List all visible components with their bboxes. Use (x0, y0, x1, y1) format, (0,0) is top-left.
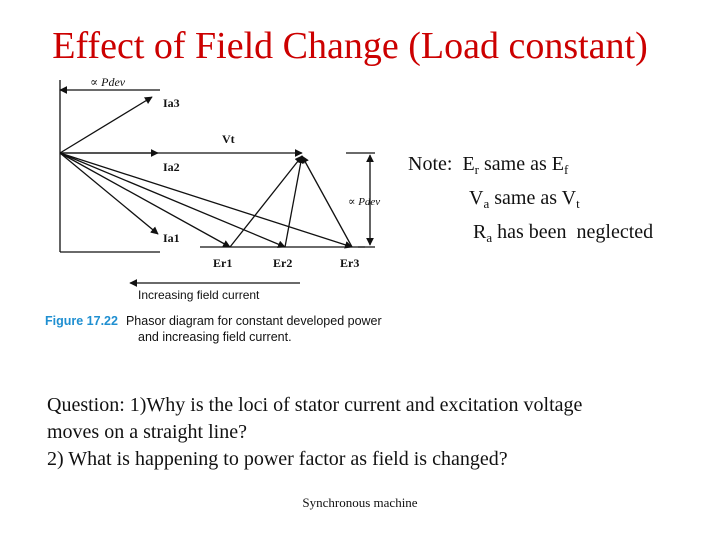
ia1-phasor (60, 153, 158, 234)
figure-caption (45, 313, 415, 345)
note-line-3 (408, 218, 653, 252)
vt-label: Vt (222, 132, 235, 146)
question-line-2: moves on a straight line? (47, 421, 247, 443)
pdev-label-right: ∝ Pdev (348, 196, 381, 208)
question-block (47, 392, 707, 473)
increasing-field-label: Increasing field current (138, 288, 260, 302)
ia1-label: Ia1 (163, 231, 180, 245)
caption-line-2: and increasing field current. (138, 330, 292, 344)
note-same-as-1: same as (479, 153, 552, 175)
note-va-sub: a (483, 196, 490, 211)
phasor-diagram (30, 70, 400, 310)
note-ra: R (473, 221, 487, 243)
slide-title: Effect of Field Change (Load constant) (52, 25, 648, 67)
jxs-ia1-phasor (230, 156, 302, 247)
footer-text: Synchronous machine (302, 495, 418, 510)
note-prefix: Note: (408, 153, 453, 175)
note-vt: V (561, 187, 577, 209)
jxs-ia2-phasor (285, 156, 302, 247)
note-block (408, 150, 653, 252)
er3-label: Er3 (340, 256, 360, 270)
question-line-1: Question: 1)Why is the loci of stator current and excitation voltage (47, 394, 583, 416)
note-line-2 (408, 184, 653, 218)
ia2-label: Ia2 (163, 160, 180, 174)
note-line-1 (408, 150, 653, 184)
caption-text-1: Phasor diagram for constant developed power (125, 314, 382, 328)
ia3-phasor (60, 97, 152, 153)
pdev-label-top: ∝ Pdev (90, 75, 126, 89)
er2-label: Er2 (273, 256, 293, 270)
figure-number: Figure 17.22 (45, 314, 118, 328)
note-ef-sub: f (563, 162, 569, 177)
note-er: E (462, 153, 475, 175)
note-ra-sub: a (486, 230, 493, 245)
question-line-3: 2) What is happening to power factor as field is changed? (47, 448, 508, 470)
note-ef: E (551, 153, 564, 175)
note-va: V (469, 187, 484, 209)
ia3-label: Ia3 (163, 96, 180, 110)
note-vt-sub: t (576, 196, 580, 211)
er1-label: Er1 (213, 256, 233, 270)
note-er-sub: r (474, 162, 479, 177)
note-same-as-2: same as (489, 187, 562, 209)
caption-line-1 (45, 313, 415, 329)
note-neglected: has been neglected (492, 221, 654, 243)
